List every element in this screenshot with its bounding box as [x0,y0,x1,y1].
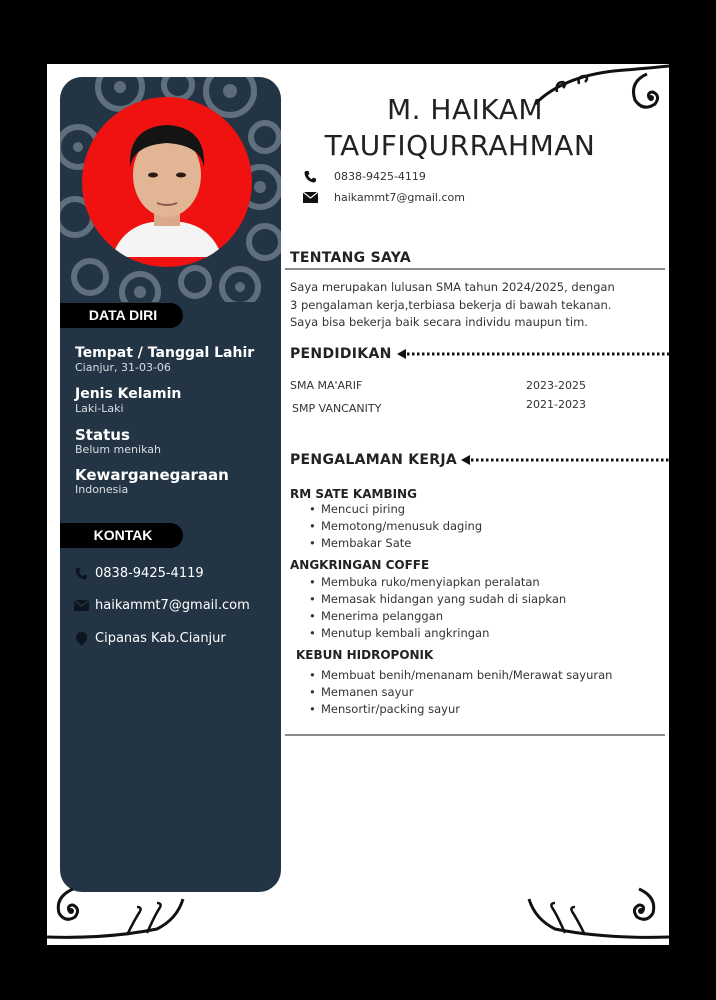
list-item: • Memasak hidangan yang sudah di siapkan [309,591,566,608]
location-pin-icon [73,632,89,646]
list-item: • Membuat benih/menanam benih/Merawat sayuran [309,667,612,684]
field-value: Belum menikah [75,443,161,456]
field-label: Status [75,426,130,444]
job-title: RM SATE KAMBING [290,487,417,501]
list-item: • Memotong/menusuk daging [309,518,482,535]
job-title: ANGKRINGAN COFFE [290,558,430,572]
edu-years: 2021-2023 [526,398,586,411]
field-value: Cianjur, 31-03-06 [75,361,171,374]
job-title: KEBUN HIDROPONIK [296,648,434,662]
header-phone-text: 0838-9425-4119 [334,170,426,183]
about-line: Saya merupakan lulusan SMA tahun 2024/2025, dengan [290,280,615,294]
contact-text: haikammt7@gmail.com [95,598,250,613]
header-email-text: haikammt7@gmail.com [334,191,465,204]
header-email[interactable] [302,191,465,204]
field-birth [75,345,254,375]
list-item: • Mencuci piring [309,501,482,518]
divider [285,268,665,270]
about-line: Saya bisa bekerja baik secara individu maupun tim. [290,315,588,329]
phone-icon [73,567,89,581]
dotted-arrow-icon [461,455,669,465]
corner-swirl-ornament-icon [515,879,669,945]
header-phone[interactable] [302,170,426,183]
field-value: Indonesia [75,483,129,496]
field-value: Laki-Laki [75,402,124,415]
job-task-list [309,501,482,552]
cv-page [47,64,669,945]
about-line: 3 pengalaman kerja,terbiasa bekerja di bawah tekanan. [290,297,612,312]
list-item: • Mensortir/packing sayur [309,701,612,718]
job-task-list [309,667,612,718]
mail-icon [302,192,318,203]
edu-school: SMP VANCANITY [292,402,382,415]
person-portrait-icon [82,97,252,267]
job-task-list [309,574,566,642]
dotted-arrow-icon [397,349,669,359]
list-item: • Menerima pelanggan [309,608,566,625]
contact-text: 0838-9425-4119 [95,566,204,581]
edu-school: SMA MA'ARIF [290,379,363,392]
sidebar [60,77,281,892]
name-line-2: TAUFIQURRAHMAN [324,129,596,162]
corner-swirl-ornament-icon [47,879,187,945]
corner-swirl-ornament-icon [535,64,669,119]
section-title-education: PENDIDIKAN [290,346,392,362]
sidebar-contact-phone[interactable] [73,566,204,581]
section-pill-kontak: KONTAK [60,523,183,548]
section-title-experience: PENGALAMAN KERJA [290,452,458,468]
sidebar-contact-location [73,631,226,646]
divider [285,734,665,736]
list-item: • Memanen sayur [309,684,612,701]
list-item: • Menutup kembali angkringan [309,625,566,642]
name-line-1: M. HAIKAM [386,93,544,126]
section-title-about: TENTANG SAYA [290,250,412,266]
section-pill-data-diri: DATA DIRI [60,303,183,328]
list-item: • Membuka ruko/menyiapkan peralatan [309,574,566,591]
field-gender [75,386,181,416]
field-label: Kewarganegaraan [75,466,229,484]
list-item: • Membakar Sate [309,535,482,552]
field-status [75,427,161,457]
field-label: Jenis Kelamin [75,386,182,402]
field-citizenship [75,467,229,497]
sidebar-contact-email[interactable] [73,598,250,613]
phone-icon [302,170,318,183]
contact-text: Cipanas Kab.Cianjur [95,631,226,646]
profile-photo [82,97,252,267]
mail-icon [73,599,89,613]
edu-years: 2023-2025 [526,379,586,392]
about-text [290,279,660,332]
field-label: Tempat / Tanggal Lahir [75,345,255,361]
